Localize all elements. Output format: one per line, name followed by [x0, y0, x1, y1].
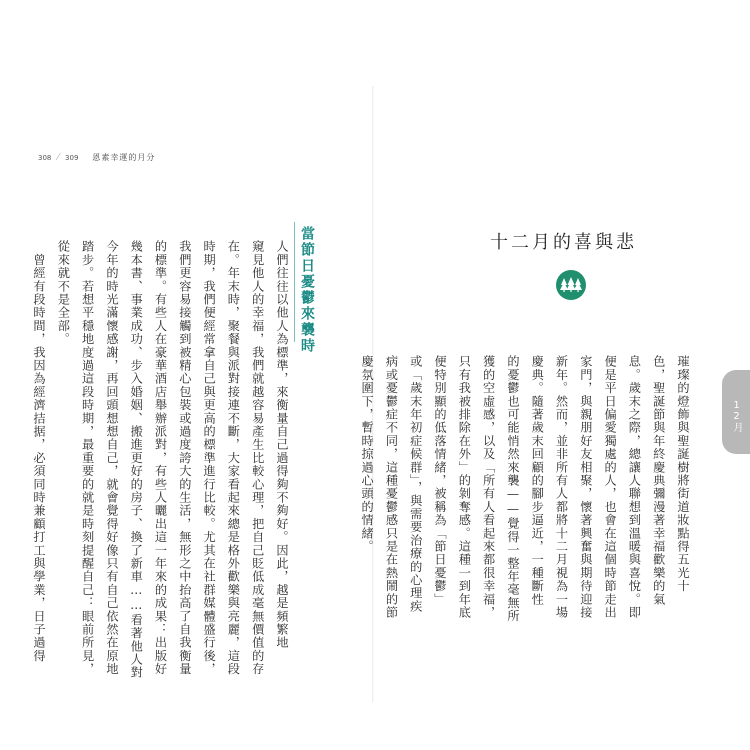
- running-header: [38, 152, 155, 163]
- heading-rule: [294, 222, 295, 342]
- page-number-left: 308: [38, 153, 52, 162]
- text-column: 或「歲末年初症候群」，與需要治療的心理疾: [408, 355, 423, 613]
- text-column: 慶典。隨著歲末回顧的腳步逼近，一種斷性: [530, 355, 545, 606]
- text-column: 慶氛圍下，暫時掠過心頭的情緒。: [360, 355, 375, 553]
- trees-icon: [560, 277, 582, 293]
- text-column: 曾經有段時間，我因為經濟拮据，必須同時兼顧打工與學業，日子過得: [32, 240, 47, 663]
- text-column: 璀璨的燈飾與聖誕樹將街道妝點得五光十: [676, 355, 690, 593]
- text-column: 在。年末時，聚餐與派對接連不斷，大家看起來總是格外歡樂與亮麗，這段: [226, 240, 241, 676]
- page-number-right: 309: [65, 153, 79, 162]
- text-column: 從來就不是全部。: [56, 240, 71, 346]
- chapter-title: 十二月的喜與悲: [490, 232, 637, 253]
- text-column: 幾本書、事業成功、步入婚姻、搬進更好的房子、換了新車……看著他人對: [129, 240, 144, 680]
- section-heading: 當節日憂鬱來襲時: [299, 226, 315, 354]
- text-column: 家門，與親朋好友相聚，懷著興奮與期待迎接: [578, 355, 593, 619]
- text-column: 的憂鬱也可能悄然來襲——覺得一整年毫無所: [505, 355, 520, 623]
- text-column: 踏步。若想平穩地度過這段時期，最重要的就是時刻提醒自己：眼前所見，: [80, 240, 95, 676]
- text-column: 窺見他人的幸福，我們就越容易產生比較心理，把自己貶低成毫無價值的存: [250, 240, 265, 676]
- text-column: 的標準。有些人在豪華酒店舉辦派對，有些人曬出這一年來的成果：出版好: [153, 240, 168, 676]
- text-column: 獲的空虛感，以及「所有人看起來都很幸福，: [481, 355, 496, 619]
- text-column: 色，聖誕節與年終慶典彌漫著幸福歡樂的氣: [651, 355, 666, 606]
- text-column: 便是平日偏愛獨處的人，也會在這個時節走出: [603, 355, 618, 619]
- text-column: 今年的時光滿懷感謝，再回頭想想自己，就會覺得好像只有自己依然在原地: [104, 240, 119, 676]
- left-body-text: [32, 240, 294, 680]
- text-column: 我們更容易接觸到被精心包裝或過度誇大的生活，無形之中抬高了自我衡量: [177, 240, 192, 676]
- right-body-text: [360, 355, 695, 623]
- text-column: 便特別顯的低落情緒，被稱為「節日憂鬱」: [433, 355, 448, 606]
- tree-emblem-icon: [556, 270, 586, 300]
- text-column: 息。歲末之際，總讓人聯想到溫暖與喜悅。即: [627, 355, 642, 619]
- text-column: 新年。然而，並非所有人都將十二月視為一場: [554, 355, 569, 619]
- text-column: 時期，我們便經常拿自己與更高的標準進行比較。尤其在社群媒體盛行後，: [202, 240, 217, 676]
- text-column: 只有我被排除在外」的剝奪感。這種一到年底: [457, 355, 472, 619]
- text-column: 病或憂鬱症不同，這種憂鬱感只是在熱鬧的節: [384, 355, 399, 619]
- book-title: 恩素幸運的月分: [92, 153, 156, 162]
- text-column: 人們往往以他人為標準，來衡量自己過得夠不夠好。因此，越是頻繁地: [275, 240, 289, 650]
- month-tab-label: 12月: [731, 400, 742, 432]
- page-separator-icon: ⁄: [57, 152, 60, 163]
